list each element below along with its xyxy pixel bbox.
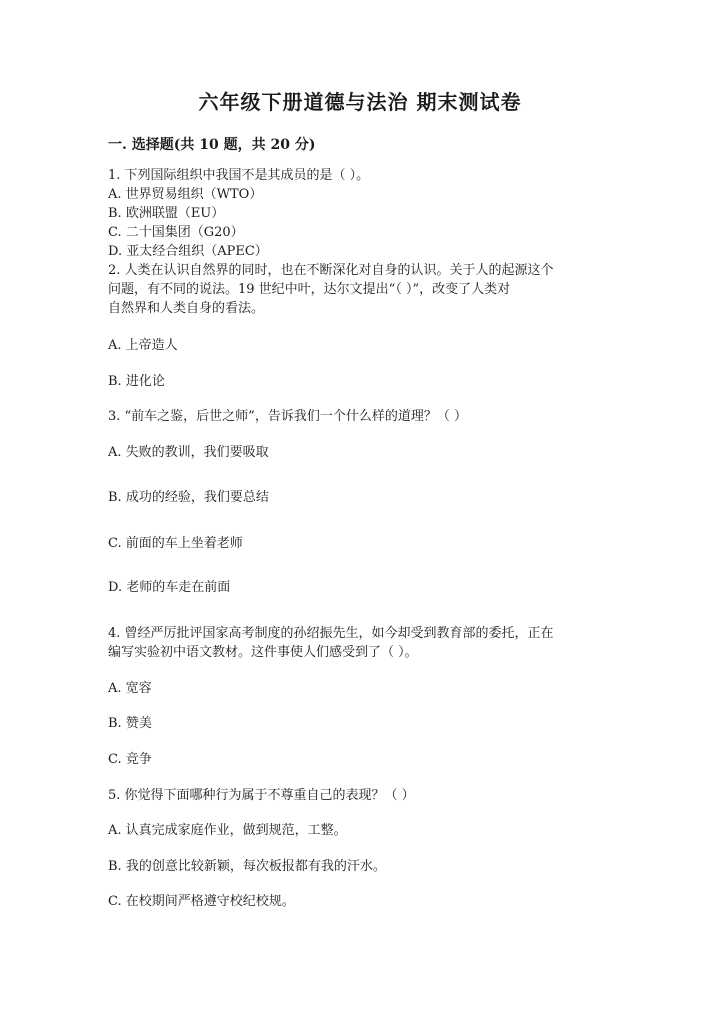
question-1-option-a: A. 世界贸易组织（WTO） bbox=[108, 187, 263, 202]
question-3-option-a: A. 失败的教训，我们要吸取 bbox=[108, 445, 269, 460]
question-1-stem: 1. 下列国际组织中我国不是其成员的是（ ）。 bbox=[108, 168, 370, 183]
question-1-option-c: C. 二十国集团（G20） bbox=[108, 225, 244, 240]
question-1-option-b: B. 欧洲联盟（EU） bbox=[108, 206, 225, 221]
exam-title: 六年级下册道德与法治 期末测试卷 bbox=[198, 90, 522, 114]
question-4-stem-line-2: 编写实验初中语文教材。这件事使人们感受到了（ ）。 bbox=[108, 645, 418, 660]
question-3-option-c: C. 前面的车上坐着老师 bbox=[108, 536, 243, 551]
question-5-stem: 5. 你觉得下面哪种行为属于不尊重自己的表现？（ ） bbox=[108, 788, 415, 803]
question-2-stem-line-1: 2. 人类在认识自然界的同时，也在不断深化对自身的认识。关于人的起源这个 bbox=[108, 263, 554, 278]
question-5-option-a: A. 认真完成家庭作业，做到规范，工整。 bbox=[108, 823, 347, 838]
question-5-option-c: C. 在校期间严格遵守校纪校规。 bbox=[108, 894, 295, 909]
question-3-option-b: B. 成功的经验，我们要总结 bbox=[108, 490, 269, 505]
question-4-option-a: A. 宽容 bbox=[108, 681, 152, 696]
question-3-stem: 3. “前车之鉴，后世之师”，告诉我们一个什么样的道理？（ ） bbox=[108, 409, 467, 424]
question-3-option-d: D. 老师的车走在前面 bbox=[108, 580, 231, 595]
question-4-stem-line-1: 4. 曾经严厉批评国家高考制度的孙绍振先生，如今却受到教育部的委托，正在 bbox=[108, 626, 554, 641]
question-4-option-b: B. 赞美 bbox=[108, 716, 152, 731]
question-2-stem-line-2: 问题，有不同的说法。19 世纪中叶，达尔文提出“（ ）”，改变了人类对 bbox=[108, 282, 511, 297]
question-5-option-b: B. 我的创意比较新颖，每次板报都有我的汗水。 bbox=[108, 859, 386, 874]
question-2-option-b: B. 进化论 bbox=[108, 374, 165, 389]
question-2-stem-line-3: 自然界和人类自身的看法。 bbox=[108, 301, 265, 316]
question-1-option-d: D. 亚太经合组织（APEC） bbox=[108, 244, 268, 259]
section-heading: 一. 选择题(共 10 题，共 20 分) bbox=[108, 137, 316, 153]
question-2-option-a: A. 上帝造人 bbox=[108, 338, 178, 353]
question-4-option-c: C. 竞争 bbox=[108, 752, 152, 767]
